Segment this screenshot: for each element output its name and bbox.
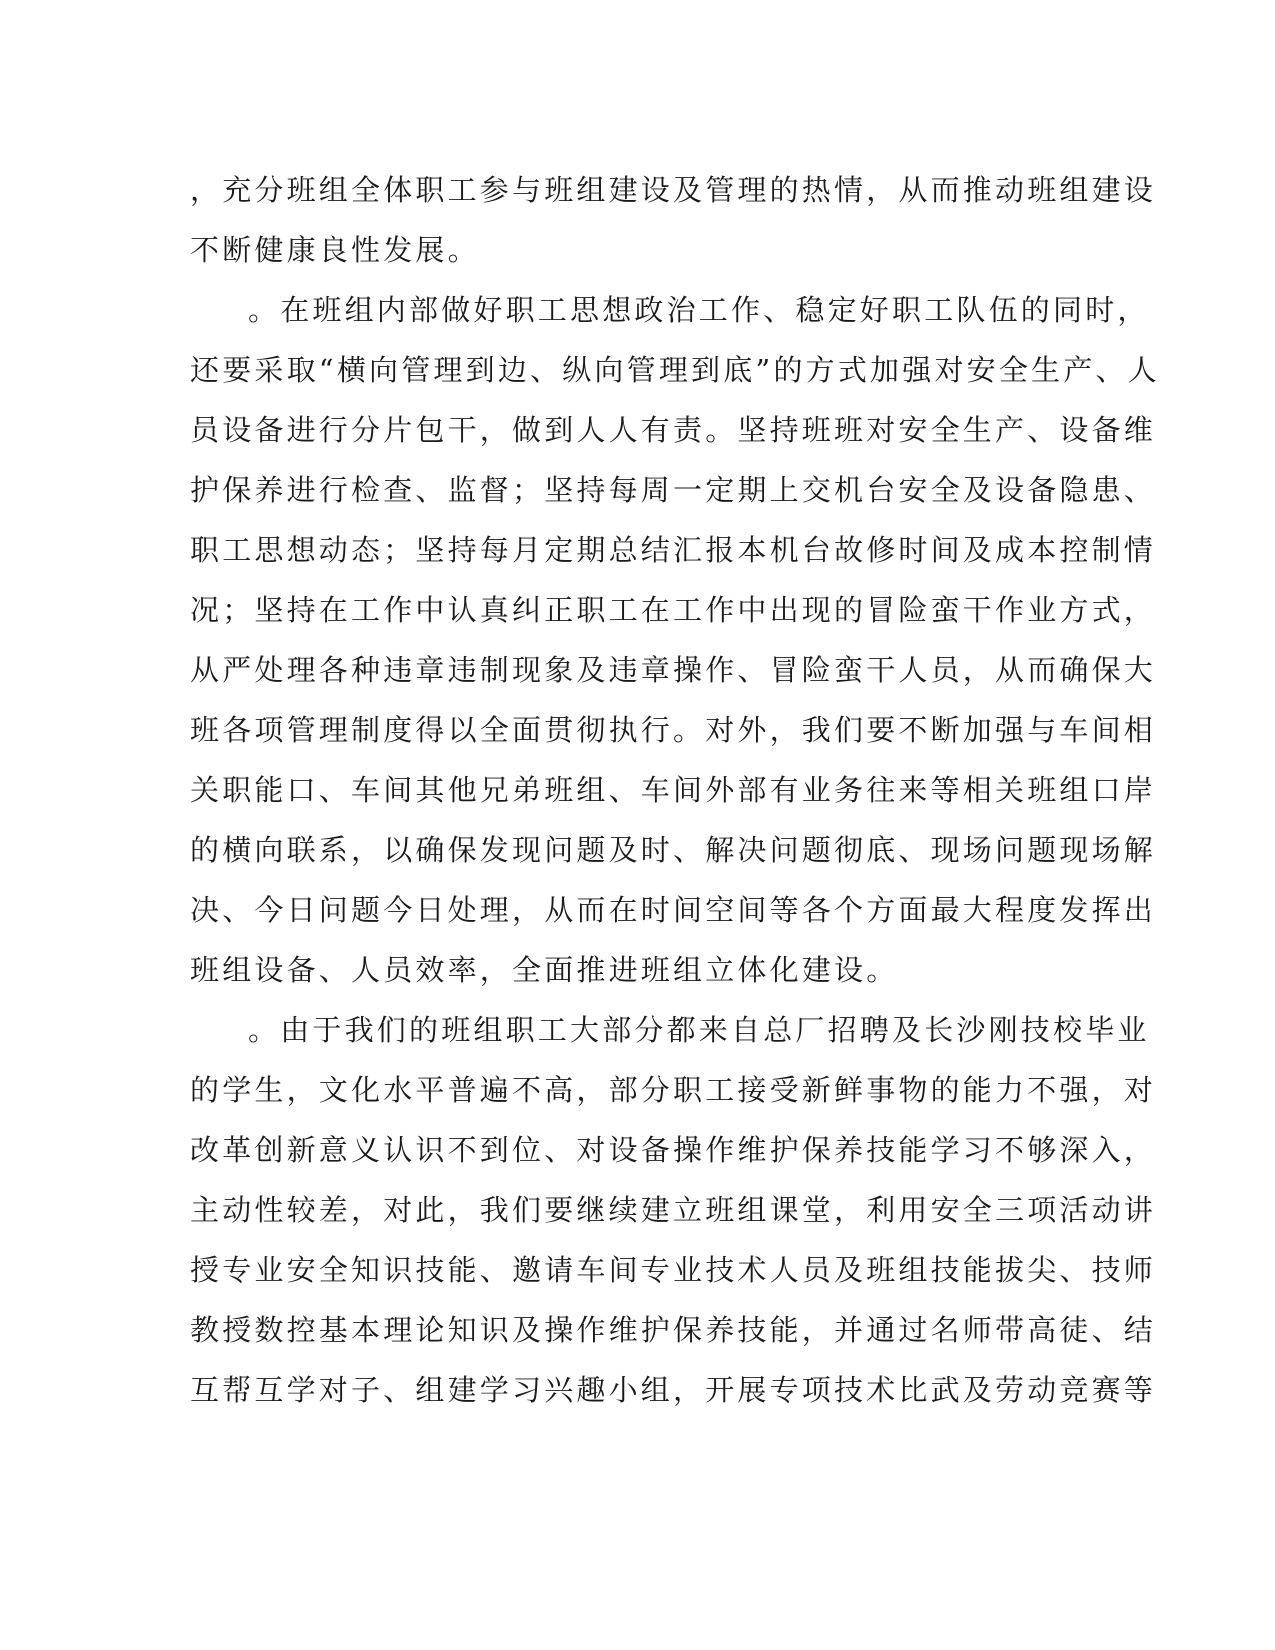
paragraph-2-line-3: 员设备进行分片包干，做到人人有责。坚持班班对安全生产、设备维: [190, 413, 1157, 447]
paragraph-2-line-9: 关职能口、车间其他兄弟班组、车间外部有业务往来等相关班组口岸: [190, 773, 1157, 807]
paragraph-2-line-5: 职工思想动态；坚持每月定期总结汇报本机台故修时间及成本控制情: [190, 533, 1157, 567]
paragraph-3-line-2: 的学生，文化水平普遍不高，部分职工接受新鲜事物的能力不强，对: [190, 1073, 1157, 1107]
paragraph-1-line-1: ，充分班组全体职工参与班组建设及管理的热情，从而推动班组建设: [190, 173, 1157, 207]
paragraph-3-line-1: 。由于我们的班组职工大部分都来自总厂招聘及长沙刚技校毕业: [248, 1013, 1150, 1047]
paragraph-2-line-12: 班组设备、人员效率，全面推进班组立体化建设。: [190, 953, 899, 987]
paragraph-3-line-3: 改革创新意义认识不到位、对设备操作维护保养技能学习不够深入，: [190, 1133, 1157, 1167]
paragraph-2-line-6: 况；坚持在工作中认真纠正职工在工作中出现的冒险蛮干作业方式，: [190, 593, 1157, 627]
paragraph-2-line-10: 的横向联系，以确保发现问题及时、解决问题彻底、现场问题现场解: [190, 833, 1157, 867]
paragraph-2-line-2: 还要采取“横向管理到边、纵向管理到底”的方式加强对安全生产、人: [190, 353, 1160, 387]
paragraph-2-line-1: 。在班组内部做好职工思想政治工作、稳定好职工队伍的同时，: [248, 293, 1150, 327]
paragraph-2-line-8: 班各项管理制度得以全面贯彻执行。对外，我们要不断加强与车间相: [190, 713, 1157, 747]
paragraph-1-line-2: 不断健康良性发展。: [190, 233, 480, 267]
paragraph-3-line-7: 互帮互学对子、组建学习兴趣小组，开展专项技术比武及劳动竞赛等: [190, 1373, 1157, 1407]
paragraph-2-line-7: 从严处理各种违章违制现象及违章操作、冒险蛮干人员，从而确保大: [190, 653, 1157, 687]
paragraph-2-line-11: 决、今日问题今日处理，从而在时间空间等各个方面最大程度发挥出: [190, 893, 1157, 927]
paragraph-3-line-5: 授专业安全知识技能、邀请车间专业技术人员及班组技能拔尖、技师: [190, 1253, 1157, 1287]
paragraph-3-line-4: 主动性较差，对此，我们要继续建立班组课堂，利用安全三项活动讲: [190, 1193, 1157, 1227]
paragraph-3-line-6: 教授数控基本理论知识及操作维护保养技能，并通过名师带高徒、结: [190, 1313, 1157, 1347]
paragraph-2-line-4: 护保养进行检查、监督；坚持每周一定期上交机台安全及设备隐患、: [190, 473, 1157, 507]
document-body: [190, 160, 1160, 1420]
